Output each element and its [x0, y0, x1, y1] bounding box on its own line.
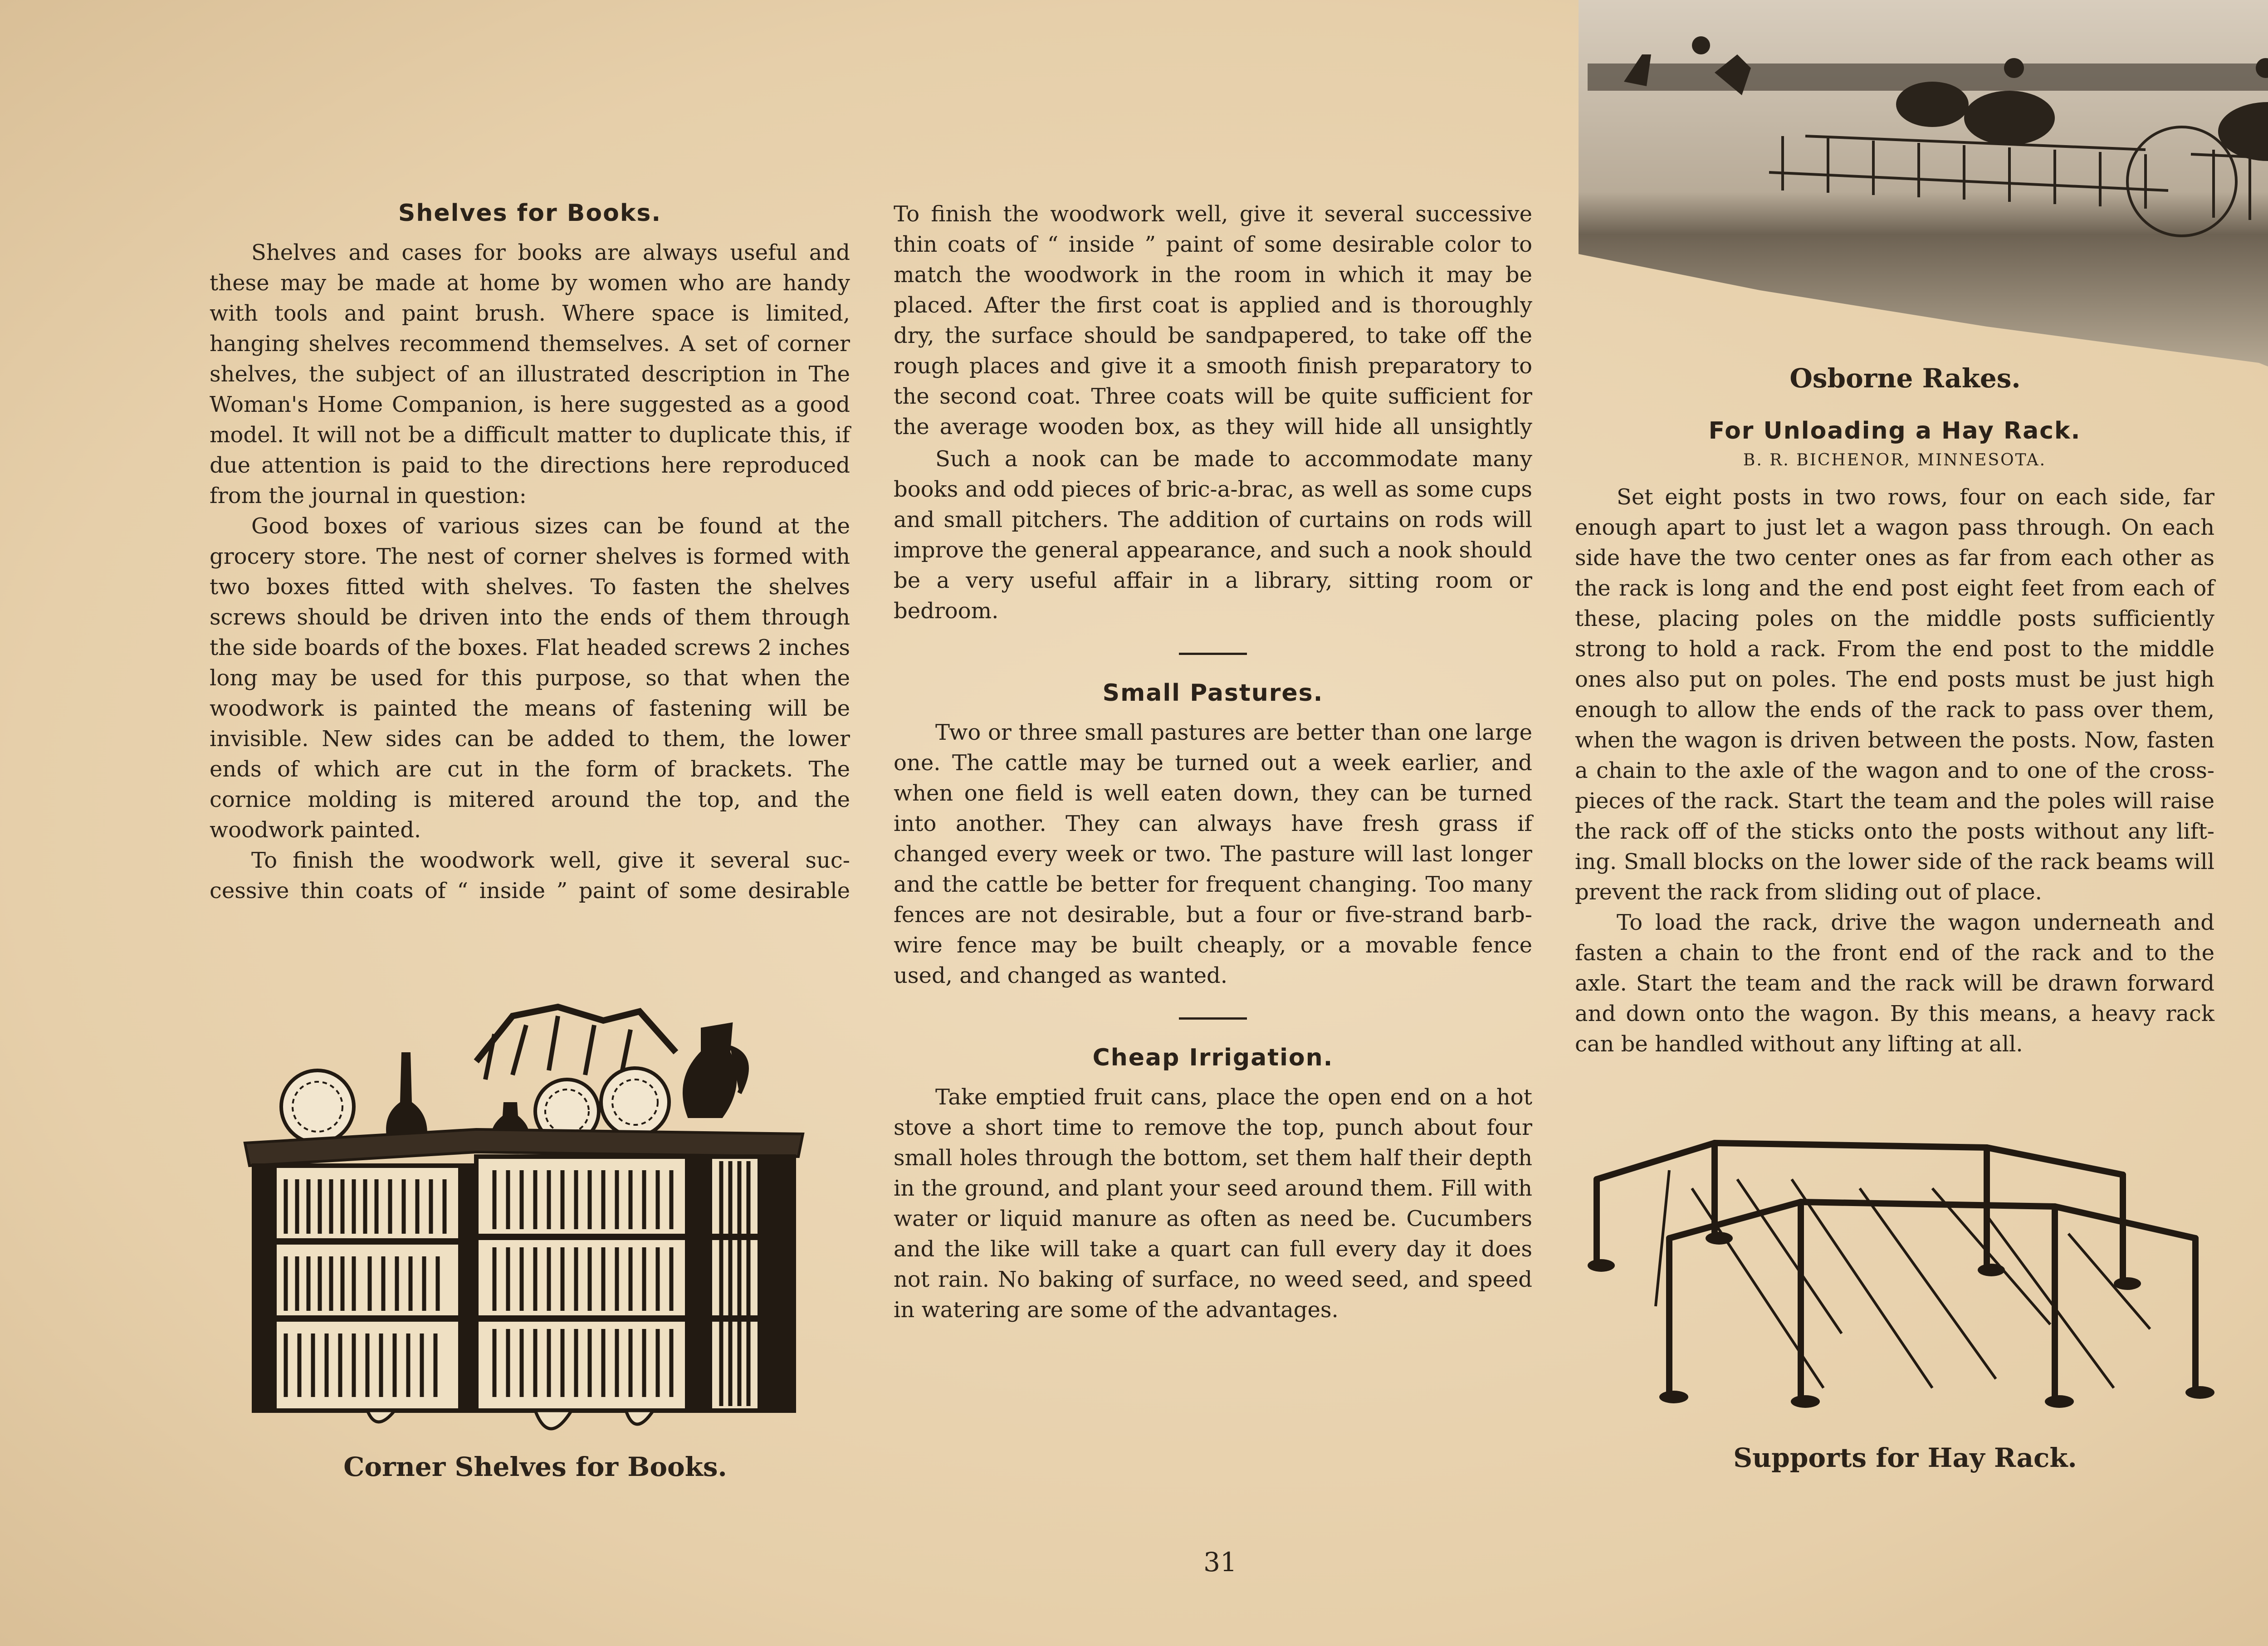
paragraph: Such a nook can be made to accommodate many books and odd pieces of bric-a-brac, as well as some cups and small pitchers. The addition of curtains on rods will improve the general appearance, and such a nook should be a very useful affair in a library, sitting room or bedroom. [894, 446, 1532, 624]
column-middle [894, 200, 1532, 1325]
hay-rack-supports-illustration [1588, 1134, 2223, 1424]
column-right [1575, 417, 2214, 1060]
heading-cheap-irrigation: Cheap Irrigation. [1092, 1044, 1334, 1071]
paragraph: To finish the woodwork well, give it several successive thin coats of “ inside ” paint of some desirable [210, 848, 850, 904]
paragraph: To finish the woodwork well, give it several successive thin coats of “ inside ” paint of some desirable color to match the woodwork in the room in which it may be placed. After the first coat is applied and is thoroughly dry, the surface should be sandpapered, to take off the rough places and give it a smooth finish preparatory to the second coat. Three coats will be quite sufficient for the average wooden box, as they will hide all unsightly [894, 201, 1532, 440]
page-number: 31 [1203, 1547, 1237, 1578]
osborne-rakes-photo [1579, 0, 2268, 426]
paragraph: Set eight posts in two rows, four on each side, far enough apart to just let a wagon pass through. On each side have the two center ones as far from each other as the rack is long and the end post eight feet from each of these, placing poles on the middle posts sufficiently strong to hold a rack. From the end post to the middle ones also put on poles. The end posts must be just high enough to allow the ends of the rack to pass over them, when the wagon is driven between the posts. Now, fasten a chain to the axle of the wagon and to one of the cross-pieces of the rack. Start the team and the poles will raise the rack off of the sticks onto the posts without any lifting. Small blocks on the lower side of the rack beams will prevent the rack from sliding out of place. [1575, 484, 2214, 905]
paragraph: Take emptied fruit cans, place the open end on a hot stove a short time to remove the top, punch about four small holes through the bottom, set them half their depth in the ground, and plant your seed around them. Fill with water or liquid manure as often as need be. Cucumbers and the like will take a quart can full every day it does not rain. No baking of surface, no weed seed, and speed in watering are some of the advantages. [894, 1084, 1532, 1323]
paragraph: Two or three small pastures are better than one large one. The cattle may be turned out a week earlier, and when one field is well eaten down, they can be turned into another. They can always have fresh grass if changed every week or two. The pasture will last longer and the cattle be better for frequent changing. Too many fences are not desirable, but a four or five-strand barb-wire fence may be built cheaply, or a movable fence used, and changed as wanted. [894, 720, 1532, 988]
heading-small-pastures: Small Pastures. [1102, 679, 1324, 707]
caption-hay-rack-supports: Supports for Hay Rack. [1733, 1442, 2077, 1473]
heading-unloading-hay-rack: For Unloading a Hay Rack. [1708, 417, 2081, 444]
paragraph: Shelves and cases for books are always useful and these may be made at home by women who are handy with tools and paint brush. Where space is limited, hanging shelves recommend themselves. A set of corner shelves, the subject of an illustrated description in The Woman's Home Companion, is here suggested as a good model. It will not be a difficult matter to duplicate this, if due attention is paid to the directions here reproduced from the journal in question: [210, 240, 850, 508]
paragraph: To load the rack, drive the wagon underneath and fasten a chain to the front end of the rack and to the axle. Start the team and the rack will be drawn forward and down onto the wagon. By this means, a heavy rack can be handled without any lifting at all. [1575, 910, 2214, 1057]
heading-shelves-for-books: Shelves for Books. [398, 200, 662, 227]
section-divider [1179, 653, 1247, 655]
bottle-icon [386, 1052, 427, 1143]
caption-osborne-rakes: Osborne Rakes. [1789, 363, 2021, 394]
corner-shelves-illustration [240, 998, 821, 1433]
column-left [210, 200, 850, 906]
section-divider [1179, 1017, 1247, 1020]
caption-corner-shelves: Corner Shelves for Books. [343, 1451, 727, 1482]
plate-icon [601, 1068, 669, 1136]
paragraph: Good boxes of various sizes can be found at the grocery store. The nest of corner shelves is formed with two boxes fitted with shelves. To fasten the shelves screws should be driven into the ends of them through the side boards of the boxes. Flat headed screws 2 inches long may be used for this purpose, so that when the woodwork is painted the means of fastening will be invisible. New sides can be added to them, the lower ends of which are cut in the form of brackets. The cornice molding is mitered around the top, and the woodwork painted. [210, 513, 850, 843]
pitcher-icon [685, 1025, 747, 1116]
author-byline: B. R. BICHENOR, MINNESOTA. [1743, 451, 2047, 469]
